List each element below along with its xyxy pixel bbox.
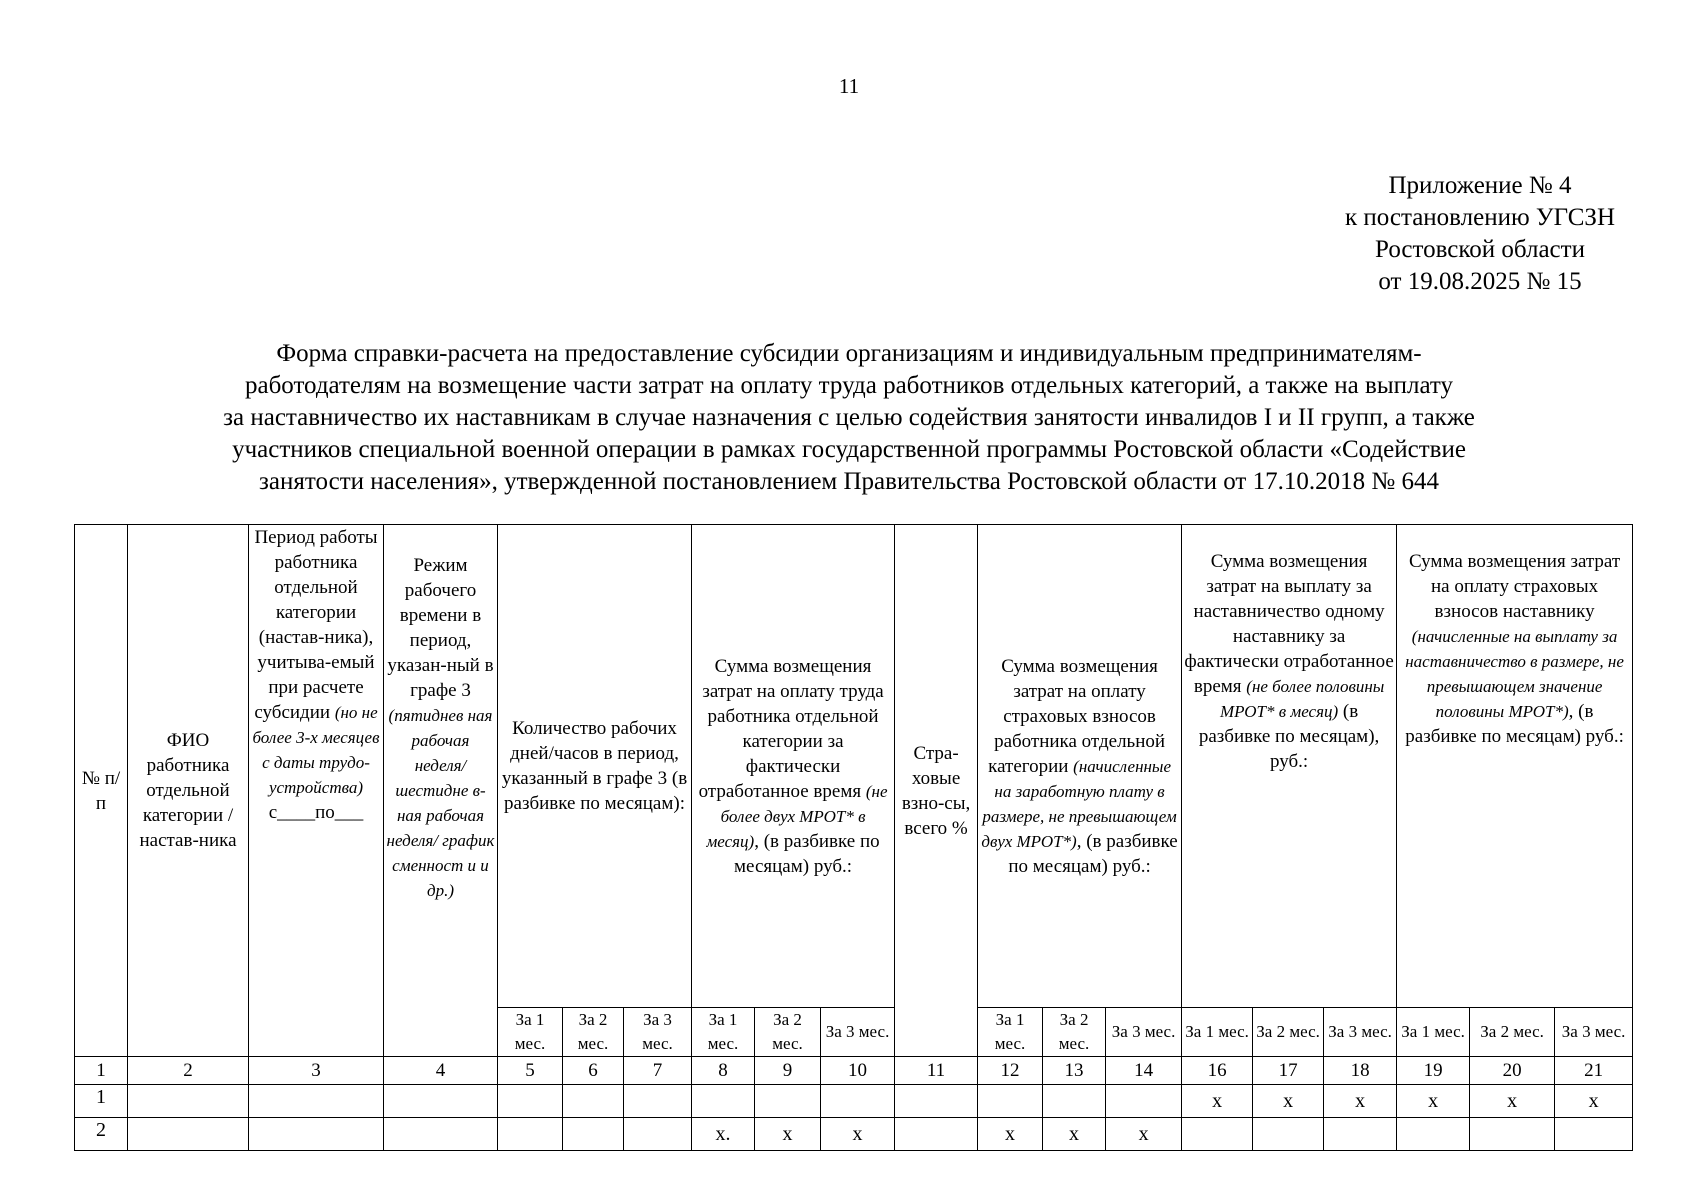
appendix-line: Ростовской области — [1375, 236, 1585, 263]
table-cell — [755, 1085, 821, 1118]
table-cell — [895, 1118, 978, 1151]
title-line: за наставничество их наставникам в случае назначения с целью содействия занятости инвалидов I и II групп, а также — [223, 404, 1475, 431]
table-cell — [249, 1085, 384, 1118]
table-cell — [895, 1085, 978, 1118]
header-wage-text: Сумма возмещения затрат на оплату труда работника отдельной категории за фактически отработанное время — [698, 655, 884, 802]
table-cell: х — [1555, 1085, 1633, 1118]
header-work-mode — [384, 525, 498, 1057]
table-cell — [1106, 1085, 1182, 1118]
title-line: Форма справки-расчета на предоставление субсидии организациям и индивидуальным предпринимателям- — [276, 340, 1422, 367]
header-mentor-insurance — [1397, 525, 1633, 1008]
column-number: 17 — [1253, 1057, 1324, 1085]
column-number: 21 — [1555, 1057, 1633, 1085]
table-cell — [128, 1118, 249, 1151]
header-fio: ФИО работника отдельной категории /настав-ника — [128, 525, 249, 1057]
table-cell — [1397, 1118, 1470, 1151]
column-number: 7 — [624, 1057, 692, 1085]
header-mentor-ins-tail: , (в разбивке по месяцам) руб.: — [1405, 701, 1624, 747]
column-number: 11 — [895, 1057, 978, 1085]
month-header: За 1 мес. — [498, 1008, 563, 1057]
table-cell — [498, 1085, 563, 1118]
header-period-text: Период работы работника отдельной категории (настав-ника), учитыва-емый при расчете субсидии — [254, 527, 378, 723]
table-cell — [978, 1085, 1043, 1118]
header-mentor-payment — [1182, 525, 1397, 1008]
column-number: 20 — [1470, 1057, 1555, 1085]
table-cell: х — [1324, 1085, 1397, 1118]
month-header: За 3 мес. — [1324, 1008, 1397, 1057]
month-header: За 2 мес. — [1043, 1008, 1106, 1057]
month-header: За 2 мес. — [1253, 1008, 1324, 1057]
page-number: 11 — [838, 74, 860, 98]
table-cell — [384, 1118, 498, 1151]
table-cell — [624, 1118, 692, 1151]
table-cell — [1470, 1118, 1555, 1151]
header-mentor-ins-note: (начисленные на выплату за наставничество в размере, не превышающем значение половины МРОТ*) — [1405, 627, 1624, 721]
month-header: За 3 мес. — [821, 1008, 895, 1057]
table-cell — [384, 1085, 498, 1118]
column-number: 2 — [128, 1057, 249, 1085]
month-header: За 3 мес. — [1106, 1008, 1182, 1057]
month-header: За 2 мес. — [1470, 1008, 1555, 1057]
appendix-line: от 19.08.2025 № 15 — [1378, 268, 1582, 295]
column-number: 13 — [1043, 1057, 1106, 1085]
header-insurance-total: Стра-ховые взно-сы, всего % — [895, 525, 978, 1057]
table-cell — [1043, 1085, 1106, 1118]
table-row — [75, 1118, 1633, 1151]
header-number: № п/п — [75, 525, 128, 1057]
appendix-line: Приложение № 4 — [1388, 172, 1572, 199]
column-number: 12 — [978, 1057, 1043, 1085]
month-header: За 2 мес. — [563, 1008, 624, 1057]
table-cell — [1182, 1118, 1253, 1151]
table-cell: х — [1470, 1085, 1555, 1118]
column-number: 16 — [1182, 1057, 1253, 1085]
table-cell — [563, 1085, 624, 1118]
header-insurance-note: (начисленные на заработную плату в размере, не превышающем двух МРОТ*) — [981, 756, 1177, 851]
table-cell — [128, 1085, 249, 1118]
column-number: 5 — [498, 1057, 563, 1085]
header-period — [249, 525, 384, 1057]
header-period-note: (но не более 3-х месяцев с даты трудо-устройства) — [252, 703, 380, 797]
header-insurance-text: Сумма возмещения затрат на оплату страховых взносов работника отдельной категории — [988, 655, 1166, 777]
table-cell: х. — [692, 1118, 755, 1151]
table-cell: х — [1106, 1118, 1182, 1151]
table-row — [75, 1085, 1633, 1118]
table-cell — [1253, 1118, 1324, 1151]
month-header: За 2 мес. — [755, 1008, 821, 1057]
table-cell: х — [821, 1118, 895, 1151]
column-number: 4 — [384, 1057, 498, 1085]
title-line: участников специальной военной операции в рамках государственной программы Ростовской области «Содействие — [232, 436, 1466, 463]
month-header: За 1 мес. — [978, 1008, 1043, 1057]
table-cell: х — [1182, 1085, 1253, 1118]
column-number: 10 — [821, 1057, 895, 1085]
column-number: 14 — [1106, 1057, 1182, 1085]
table-cell: х — [1253, 1085, 1324, 1118]
appendix-line: к постановлению УГСЗН — [1344, 204, 1615, 231]
table-cell — [498, 1118, 563, 1151]
row-number: 1 — [75, 1085, 128, 1118]
table-cell — [692, 1085, 755, 1118]
table-cell — [1324, 1118, 1397, 1151]
table-cell: х — [1397, 1085, 1470, 1118]
header-work-mode-text: Режим рабочего времени в период, указан-ный в графе 3 — [387, 555, 494, 701]
header-period-tail: с____по___ — [268, 802, 364, 823]
month-header: За 1 мес. — [692, 1008, 755, 1057]
column-number-row — [75, 1057, 1633, 1085]
header-insurance-tail: , (в разбивке по месяцам) руб.: — [1008, 830, 1178, 877]
month-header: За 1 мес. — [1182, 1008, 1253, 1057]
month-header: За 1 мес. — [1397, 1008, 1470, 1057]
column-number: 18 — [1324, 1057, 1397, 1085]
table-cell — [624, 1085, 692, 1118]
header-wage-note: (не более двух МРОТ* в месяц) — [706, 781, 888, 851]
form-title — [90, 338, 1608, 498]
title-line: занятости населения», утвержденной постановлением Правительства Ростовской области от 17.10.2018 № 644 — [259, 468, 1439, 495]
header-work-mode-note: (пятиднев ная рабочая неделя/ шестидне в-ная рабочая неделя/ график сменност и и др.) — [386, 706, 495, 900]
calculation-table — [74, 524, 1633, 1151]
table-cell: х — [1043, 1118, 1106, 1151]
column-number: 6 — [563, 1057, 624, 1085]
column-number: 9 — [755, 1057, 821, 1085]
column-number: 8 — [692, 1057, 755, 1085]
month-header: За 3 мес. — [624, 1008, 692, 1057]
header-mentor-tail: (в разбивке по месяцам), руб.: — [1198, 701, 1380, 772]
table-cell: х — [978, 1118, 1043, 1151]
column-number: 19 — [1397, 1057, 1470, 1085]
header-mentor-text: Сумма возмещения затрат на выплату за наставничество одному наставнику за фактически отработанное время — [1184, 551, 1394, 697]
table-cell: х — [755, 1118, 821, 1151]
table-cell — [821, 1085, 895, 1118]
table-cell — [1555, 1118, 1633, 1151]
header-insurance-compensation — [978, 525, 1182, 1008]
header-wage-compensation — [692, 525, 895, 1008]
month-header: За 3 мес. — [1555, 1008, 1633, 1057]
table-cell — [563, 1118, 624, 1151]
column-number: 3 — [249, 1057, 384, 1085]
header-wage-tail: , (в разбивке по месяцам) руб.: — [734, 830, 880, 877]
header-working-days: Количество рабочих дней/часов в период, указанный в графе 3 (в разбивке по месяцам): — [498, 525, 692, 1008]
row-number: 2 — [75, 1118, 128, 1151]
table-cell — [249, 1118, 384, 1151]
appendix-block — [1270, 170, 1690, 298]
column-number: 1 — [75, 1057, 128, 1085]
header-mentor-note: (не более половины МРОТ* в месяц) — [1219, 677, 1385, 721]
header-mentor-ins-text: Сумма возмещения затрат на оплату страховых взносов наставнику — [1408, 551, 1621, 622]
title-line: работодателям на возмещение части затрат на оплату труда работников отдельных категорий, а также на выплату — [244, 372, 1454, 399]
table-header-row — [75, 525, 1633, 1008]
